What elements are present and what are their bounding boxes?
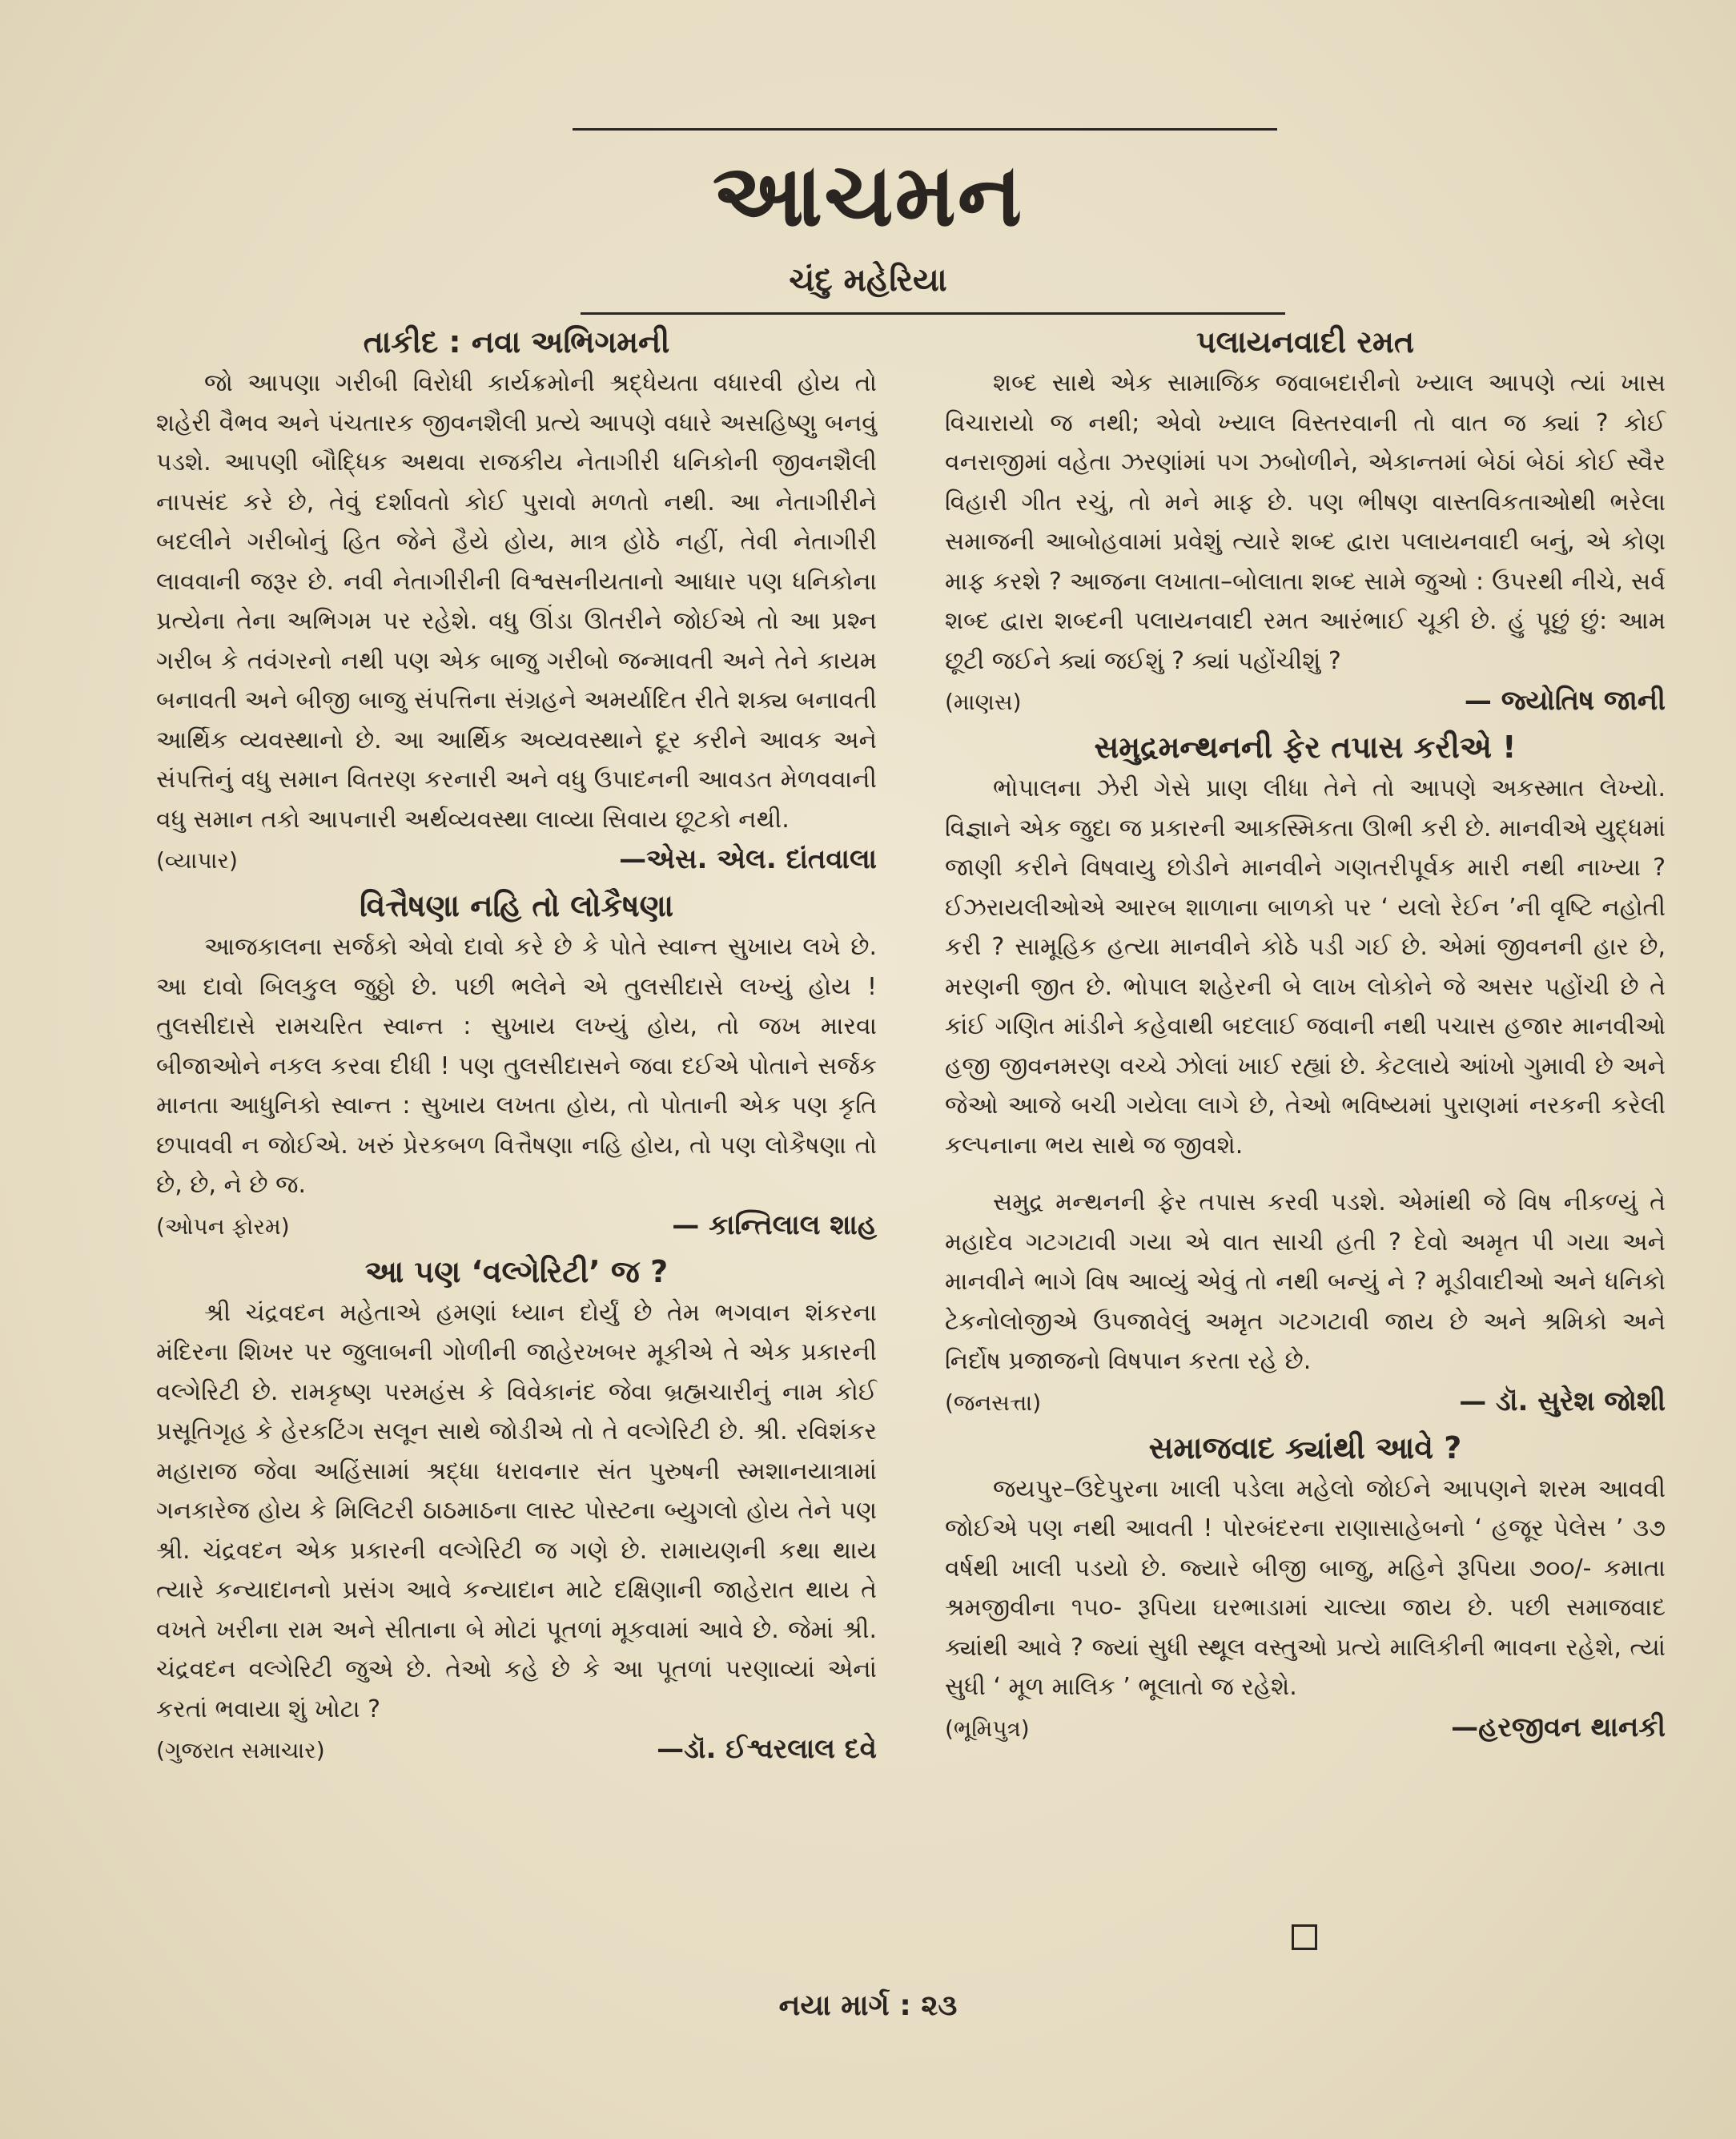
article-body: જો આપણા ગરીબી વિરોધી કાર્યક્રમોની શ્રદ્ધેયતા વધારવી હોય તો શહેરી વૈભવ અને પંચતારક જીવનશૈલી પ્રત્યે આપણે વધારે અસહિષ્ણુ બનવું પડશે. આપણી બૌદ્ધિક અથવા રાજકીય નેતાગીરી ધનિકોની જીવનશૈલી નાપસંદ કરે છે, તેવું દર્શાવતો કોઈ પુરાવો મળતો નથી. આ નેતાગીરીને બદલીને ગરીબોનું હિત જેને હૈયે હોય, માત્ર હોઠે નહીં, તેવી નેતાગીરી લાવવાની જરૂર છે. નવી નેતાગીરીની વિશ્વસનીયતાનો આધાર પણ ધનિકોના પ્રત્યેના તેના અભિગમ પર રહેશે. વધુ ઊંડા ઊતરીને જોઈએ તો આ પ્રશ્ન ગરીબ કે તવંગરનો નથી પણ એક બાજુ ગરીબો જન્માવતી અને તેને કાયમ બનાવતી અને બીજી બાજુ સંપત્તિના સંગ્રહને અમર્યાદિત રીતે શક્ય બનાવતી આર્થિક વ્યવસ્થાનો છે. આ આર્થિક અવ્યવસ્થાને દૂર કરીને આવક અને સંપત્તિનું વધુ સમાન વિતરણ કરનારી અને વધુ ઉપાદનની આવડત મેળવવાની વધુ સમાન તકો આપનારી અર્થવ્યવસ્થા લાવ્યા સિવાય છૂટકો નથી. [156, 369, 877, 834]
article-heading: સમુદ્રમન્થનની ફેર તપાસ કરીએ ! [1094, 730, 1517, 765]
article-footer [156, 839, 877, 881]
left-column [156, 320, 877, 1774]
author-rule [581, 312, 1285, 315]
article-takid [156, 320, 877, 881]
article-heading: આ પણ ‘વલ્ગેરિટી’ જ ? [364, 1253, 669, 1289]
end-mark-square [1292, 1924, 1317, 1950]
article-footer [945, 681, 1666, 722]
article-palayanvadi [945, 320, 1666, 722]
article-heading: તાકીદ : નવા અભિગમની [363, 324, 670, 360]
article-byline: — કાન્તિલાલ શાહ [672, 1208, 877, 1241]
article-body: શ્રી ચંદ્રવદન મહેતાએ હમણાં ધ્યાન દોર્યું છે તેમ ભગવાન શંકરના મંદિરના શિખર પર જુલાબની ગોળીની જાહેરખબર મૂકીએ તે એક પ્રકારની વલ્ગેરિટી છે. રામકૃષ્ણ પરમહંસ કે વિવેકાનંદ જેવા બ્રહ્મચારીનું નામ કોઈ પ્રસૂતિગૃહ કે હેરકટિંગ સલૂન સાથે જોડીએ તો તે વલ્ગેરિટી છે. શ્રી. રવિશંકર મહારાજ જેવા અહિંસામાં શ્રદ્ધા ધરાવનાર સંત પુરુષની સ્મશાનયાત્રામાં ગનકારેજ હોય કે મિલિટરી ઠાઠમાઠના લાસ્ટ પોસ્ટના બ્યુગલો હોય તેને પણ શ્રી. ચંદ્રવદન એક પ્રકારની વલ્ગેરિટી જ ગણે છે. રામાયણની કથા થાય ત્યારે કન્યાદાનનો પ્રસંગ આવે કન્યાદાન માટે દક્ષિણાની જાહેરાત થાય તે વખતે ખરીના રામ અને સીતાના બે મોટાં પૂતળાં મૂકવામાં આવે છે. જેમાં શ્રી. ચંદ્રવદન વલ્ગેરિટી જુએ છે. તેઓ કહે છે કે આ પૂતળાં પરણાવ્યાં એનાં કરતાં ભવાયા શું ખોટા ? [156, 1298, 877, 1723]
article-body: શબ્દ સાથે એક સામાજિક જવાબદારીનો ખ્યાલ આપણે ત્યાં ખાસ વિચારાયો જ નથી; એવો ખ્યાલ વિસ્તરવાની તો વાત જ ક્યાં ? કોઈ વનરાજીમાં વહેતા ઝરણાંમાં પગ ઝબોળીને, એકાન્તમાં બેઠાં બેઠાં કોઈ સ્વૈર વિહારી ગીત રચું, તો મને માફ છે. પણ ભીષણ વાસ્તવિકતાઓથી ભરેલા સમાજની આબોહવામાં પ્રવેશું ત્યારે શબ્દ દ્વારા પલાયનવાદી બનું, એ કોણ માફ કરશે ? આજના લખાતા–બોલાતા શબ્દ સામે જુઓ : ઉપરથી નીચે, સર્વ શબ્દ દ્વારા શબ્દની પલાયનવાદી રમત આરંભાઈ ચૂકી છે. હું પૂછું છું: આમ છૂટી જઈને ક્યાં જઈશું ? ક્યાં પહોંચીશું ? [945, 369, 1666, 675]
article-heading: પલાયનવાદી રમત [1196, 324, 1415, 360]
article-samudramanthan [945, 726, 1666, 1423]
article-heading: સમાજવાદ ક્યાંથી આવે ? [1148, 1429, 1462, 1466]
article-footer [945, 1381, 1666, 1423]
article-byline: — ડૉ. સુરેશ જોશી [1459, 1385, 1666, 1417]
article-source: (ગુજરાત સમાચાર) [156, 1737, 325, 1763]
article-footer [156, 1729, 877, 1771]
article-source: (માણસ) [945, 689, 1022, 715]
article-source: (ભૂમિપુત્ર) [945, 1715, 1030, 1742]
column-author: ચંદુ મહેરિયા [789, 262, 947, 299]
article-source: (જનસત્તા) [945, 1389, 1042, 1416]
article-heading: વિત્તૈષણા નહિ તો લોકૈષણા [359, 888, 674, 923]
article-vulgarity [156, 1250, 877, 1771]
article-source: (વ્યાપાર) [156, 847, 238, 874]
article-byline: —હરજીવન થાનકી [1451, 1711, 1666, 1743]
article-samajvad [945, 1426, 1666, 1749]
right-column [945, 320, 1666, 1752]
article-byline: — જ્યોતિષ જાની [1464, 685, 1666, 717]
article-footer [156, 1205, 877, 1247]
article-source: (ઓપન ફોરમ) [156, 1212, 290, 1240]
article-body: જયપુર–ઉદેપુરના ખાલી પડેલા મહેલો જોઈને આપણને શરમ આવવી જોઈએ પણ નથી આવતી ! પોરબંદરના રાણાસાહેબનો ‘ હજૂર પેલેસ ’ ૩૭ વર્ષથી ખાલી પડયો છે. જ્યારે બીજી બાજુ, મહિને રૂપિયા ૭૦૦/- કમાતા શ્રમજીવીના ૧૫૦- રૂપિયા ઘરભાડામાં ચાલ્યા જાય છે. પછી સમાજવાદ ક્યાંથી આવે ? જ્યાં સુધી સ્થૂલ વસ્તુઓ પ્રત્યે માલિકીની ભાવના રહેશે, ત્યાં સુધી ‘ મૂળ માલિક ’ ભૂલાતો જ રહેશે. [945, 1474, 1666, 1701]
article-byline: —એસ. એલ. દાંતવાલા [619, 843, 877, 875]
article-vittaishana [156, 884, 877, 1247]
article-byline: —ડૉ. ઈશ્વરલાલ દવે [657, 1733, 877, 1765]
article-body-continued: સમુદ્ર મન્થનની ફેર તપાસ કરવી પડશે. એમાંથી જે વિષ નીકળ્યું તે મહાદેવ ગટગટાવી ગયા એ વાત સાચી હતી ? દેવો અમૃત પી ગયા અને માનવીને ભાગે વિષ આવ્યું એવું તો નથી બન્યું ને ? મૂડીવાદીઓ અને ધનિકો ટેકનોલોજીએ ઉપજાવેલું અમૃત ગટગટાવી જાય છે અને શ્રમિકો અને નિર્દોષ પ્રજાજનો વિષપાન કરતા રહે છે. [945, 1188, 1666, 1375]
page-footer: નયા માર્ગ : ૨૩ [778, 1989, 958, 2022]
article-footer [945, 1707, 1666, 1749]
article-body: ભોપાલના ઝેરી ગેસે પ્રાણ લીધા તેને તો આપણે અકસ્માત લેખ્યો. વિજ્ઞાને એક જુદા જ પ્રકારની આકસ્મિકતા ઊભી કરી છે. માનવીએ યુદ્ધમાં જાણી કરીને વિષવાયુ છોડીને માનવીને ગણતરીપૂર્વક મારી નથી નાખ્યા ? ઈઝરાયલીઓએ આરબ શાળાના બાળકો પર ‘ યલો રેઈન ’ની વૃષ્ટિ નહોતી કરી ? સામૂહિક હત્યા માનવીને કોઠે પડી ગઈ છે. એમાં જીવનની હાર છે, મરણની જીત છે. ભોપાલ શહેરની બે લાખ લોકોને જે અસર પહોંચી છે તે કાંઈ ગણિત માંડીને કહેવાથી બદલાઈ જવાની નથી પચાસ હજાર માનવીઓ હજી જીવનમરણ વચ્ચે ઝોલાં ખાઈ રહ્યાં છે. કેટલાયે આંખો ગુમાવી છે અને જેઓ આજે બચી ગયેલા લાગે છે, તેઓ ભવિષ્યમાં પુરાણમાં નરકની કરેલી કલ્પનાના ભય સાથે જ જીવશે. [945, 774, 1666, 1160]
article-body: આજકાલના સર્જકો એવો દાવો કરે છે કે પોતે સ્વાન્ત સુખાય લખે છે. આ દાવો બિલકુલ જુઠ્ઠો છે. પછી ભલેને એ તુલસીદાસે લખ્યું હોય ! તુલસીદાસે રામચરિત સ્વાન્ત : સુખાય લખ્યું હોય, તો જખ મારવા બીજાઓને નકલ કરવા દીધી ! પણ તુલસીદાસને જવા દઈએ પોતાને સર્જક માનતા આધુનિકો સ્વાન્ત : સુખાય લખતા હોય, તો પોતાની એક પણ કૃતિ છપાવવી ન જોઈએ. ખરું પ્રેરકબળ વિત્તૈષણા નહિ હોય, તો પણ લોકૈષણા તો છે, છે, ને છે જ. [156, 933, 877, 1199]
page-title: આચમન [712, 146, 1024, 246]
top-rule [573, 128, 1277, 131]
